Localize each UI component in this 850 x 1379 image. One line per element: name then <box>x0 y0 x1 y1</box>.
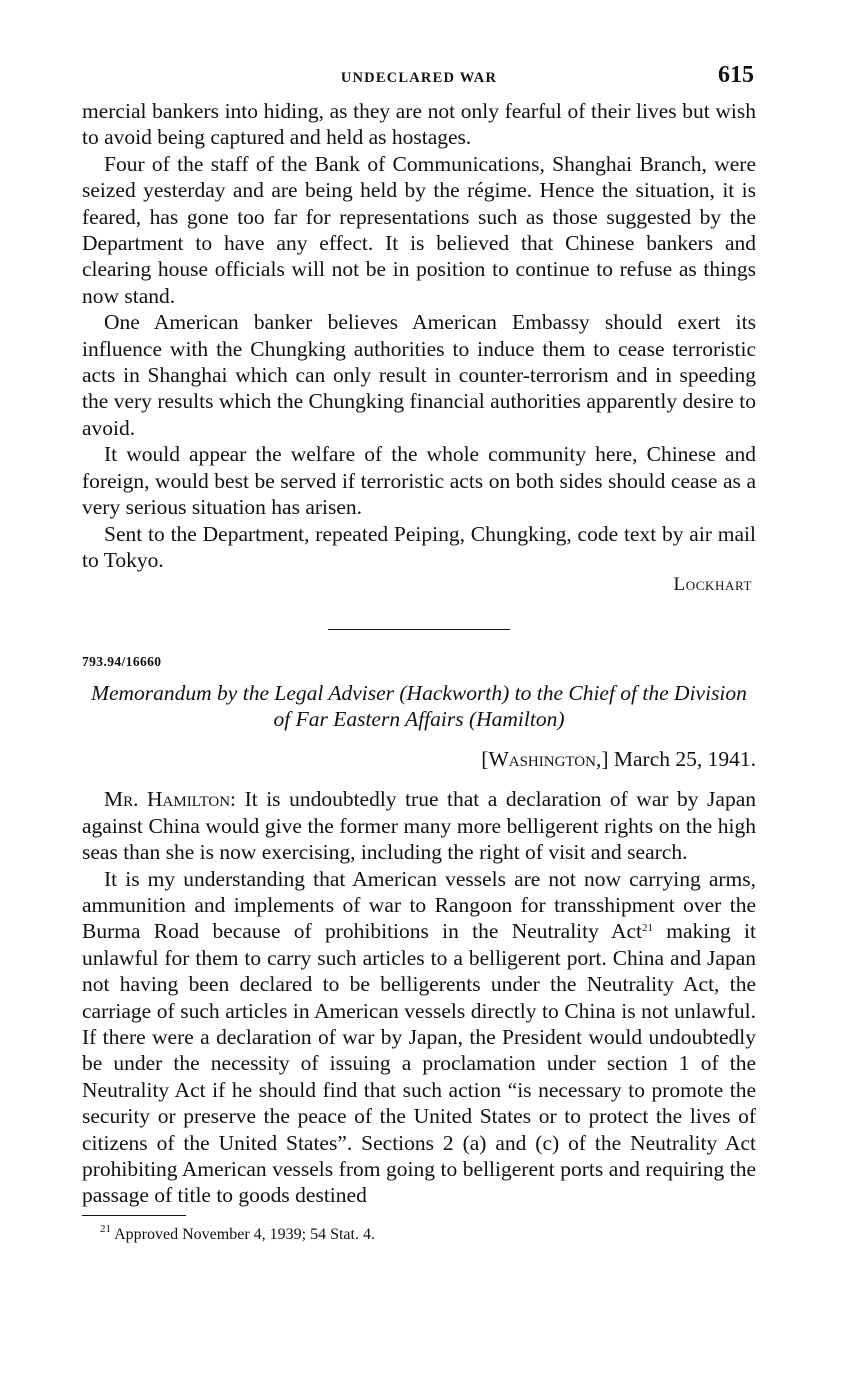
memo-paragraph-text: It is my understanding that American vessels are not now carrying arms, ammunition and implements of war to Rangoon for transshipment over the Burma Road because of prohibitions in the Neutrality Act <box>82 866 756 944</box>
footnote-number: 21 <box>100 1222 111 1235</box>
dateline <box>82 746 756 772</box>
memo-paragraph <box>82 866 756 1209</box>
running-title: UNDECLARED WAR <box>340 70 498 86</box>
section-divider <box>328 629 510 630</box>
document-page <box>82 62 756 1244</box>
telegram-paragraph: It would appear the welfare of the whole community here, Chinese and foreign, would best be served if terroristic acts on both sides should cease as a very serious situation has arisen. <box>82 442 756 520</box>
file-number: 793.94/16660 <box>82 654 162 670</box>
page-number: 615 <box>718 62 754 88</box>
memo-paragraph <box>82 786 756 865</box>
telegram-paragraph: One American banker believes American Embassy should exert its influence with the Chungking authorities to induce them to cease terroristic acts in Shanghai which can only result in counter-terrorism and in speeding the very results which the Chungking financial authorities apparently desire to avoid. <box>82 310 756 440</box>
dateline-date: March 25, 1941. <box>613 747 756 772</box>
footnote-divider <box>82 1215 186 1216</box>
telegram-paragraph: Sent to the Department, repeated Peiping, Chungking, code text by air mail to Tokyo. <box>82 521 756 572</box>
signature: Lockhart <box>673 574 752 596</box>
dateline-place: [Washington,] <box>481 747 609 772</box>
footnote-text: Approved November 4, 1939; 54 Stat. 4. <box>114 1225 375 1243</box>
telegram-paragraph: mercial bankers into hiding, as they are not only fearful of their lives but wish to avoid being captured and held as hostages. <box>82 99 756 150</box>
document-title: Memorandum by the Legal Adviser (Hackworth) to the Chief of the Division of Far Eastern Affairs (Hamilton) <box>91 681 747 732</box>
telegram-paragraph: Four of the staff of the Bank of Communications, Shanghai Branch, were seized yesterday and are being held by the régime. Hence the situation, it is feared, has gone too far for representations such as those suggested by the Department to have any effect. It is believed that Chinese bankers and clearing house officials will not be in position to continue to refuse as things now stand. <box>82 151 756 308</box>
memo-paragraph-text: It is undoubtedly true that a declaration of war by Japan against China would give the former many more belligerent rights on the high seas than she is now exercising, including the right of visit and search. <box>82 787 757 865</box>
page-header <box>82 62 756 98</box>
salutation: Mr. Hamilton: <box>104 787 237 812</box>
footnote-reference[interactable]: 21 <box>642 922 654 935</box>
footnote <box>82 1222 756 1244</box>
memo-paragraph-text: making it unlawful for them to carry such articles to a belligerent port. China and Japan not having been declared to be belligerents under the Neutrality Act, the carriage of such articles in American vessels directly to China is not unlawful. If there were a declaration of war by Japan, the President would undoubtedly be under the necessity of issuing a proclamation under section 1 of the Neutrality Act if he should find that such action “is necessary to promote the security or preserve the peace of the United States or to protect the lives of citizens of the United States”. Sections 2 (a) and (c) of the Neutrality Act prohibiting American vessels from going to belligerent ports and requiring the passage of title to goods destined <box>82 919 757 1208</box>
